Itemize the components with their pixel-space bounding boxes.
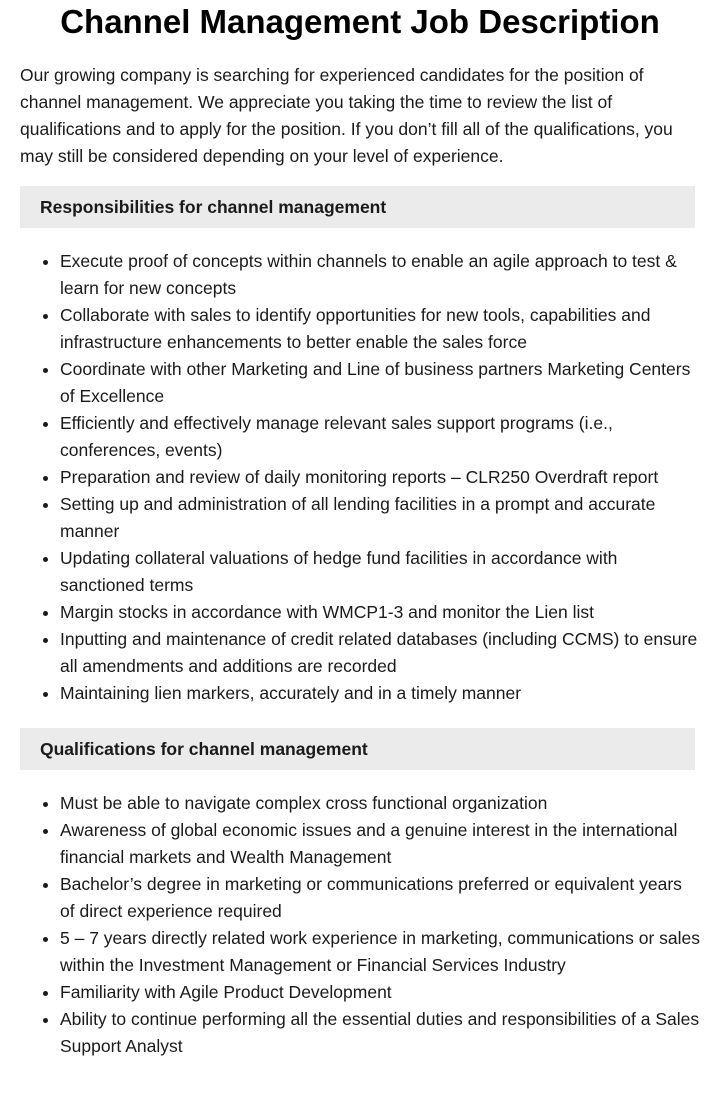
responsibilities-heading: Responsibilities for channel management: [20, 186, 695, 228]
responsibility-item: • Execute proof of concepts within channels to enable an agile approach to test & learn for new concepts: [60, 248, 700, 302]
intro-paragraph: Our growing company is searching for experienced candidates for the position of channel management. We appreciate you taking the time to review the list of qualifications and to apply for the position. If you don’t fill all of the qualifications, you may still be considered depending on your level of experience.: [20, 65, 673, 166]
qualification-item: • 5 – 7 years directly related work experience in marketing, communications or sales within the Investment Management or Financial Services Industry: [60, 925, 700, 979]
responsibility-item: • Updating collateral valuations of hedge fund facilities in accordance with sanctioned terms: [60, 545, 700, 599]
qualifications-heading: Qualifications for channel management: [20, 728, 695, 770]
responsibility-item: • Setting up and administration of all lending facilities in a prompt and accurate manner: [60, 491, 700, 545]
responsibility-item: • Collaborate with sales to identify opportunities for new tools, capabilities and infrastructure enhancements to better enable the sales force: [60, 302, 700, 356]
qualification-item: • Awareness of global economic issues and a genuine interest in the international financial markets and Wealth Management: [60, 817, 700, 871]
responsibility-item: • Margin stocks in accordance with WMCP1-3 and monitor the Lien list: [60, 599, 700, 626]
responsibility-item: • Maintaining lien markers, accurately and in a timely manner: [60, 680, 700, 707]
qualification-item: • Must be able to navigate complex cross functional organization: [60, 790, 700, 817]
qualification-item: • Ability to continue performing all the essential duties and responsibilities of a Sales Support Analyst: [60, 1006, 700, 1060]
responsibility-item: • Inputting and maintenance of credit related databases (including CCMS) to ensure all amendments and additions are recorded: [60, 626, 700, 680]
qualification-item: • Bachelor’s degree in marketing or communications preferred or equivalent years of direct experience required: [60, 871, 700, 925]
responsibilities-list: [0, 248, 700, 707]
qualifications-list: [0, 790, 700, 1060]
responsibility-item: • Efficiently and effectively manage relevant sales support programs (i.e., conferences, events): [60, 410, 700, 464]
page-title: Channel Management Job Description: [60, 3, 660, 40]
responsibility-item: • Preparation and review of daily monitoring reports – CLR250 Overdraft report: [60, 464, 700, 491]
responsibility-item: • Coordinate with other Marketing and Line of business partners Marketing Centers of Excellence: [60, 356, 700, 410]
qualification-item: • Familiarity with Agile Product Development: [60, 979, 700, 1006]
